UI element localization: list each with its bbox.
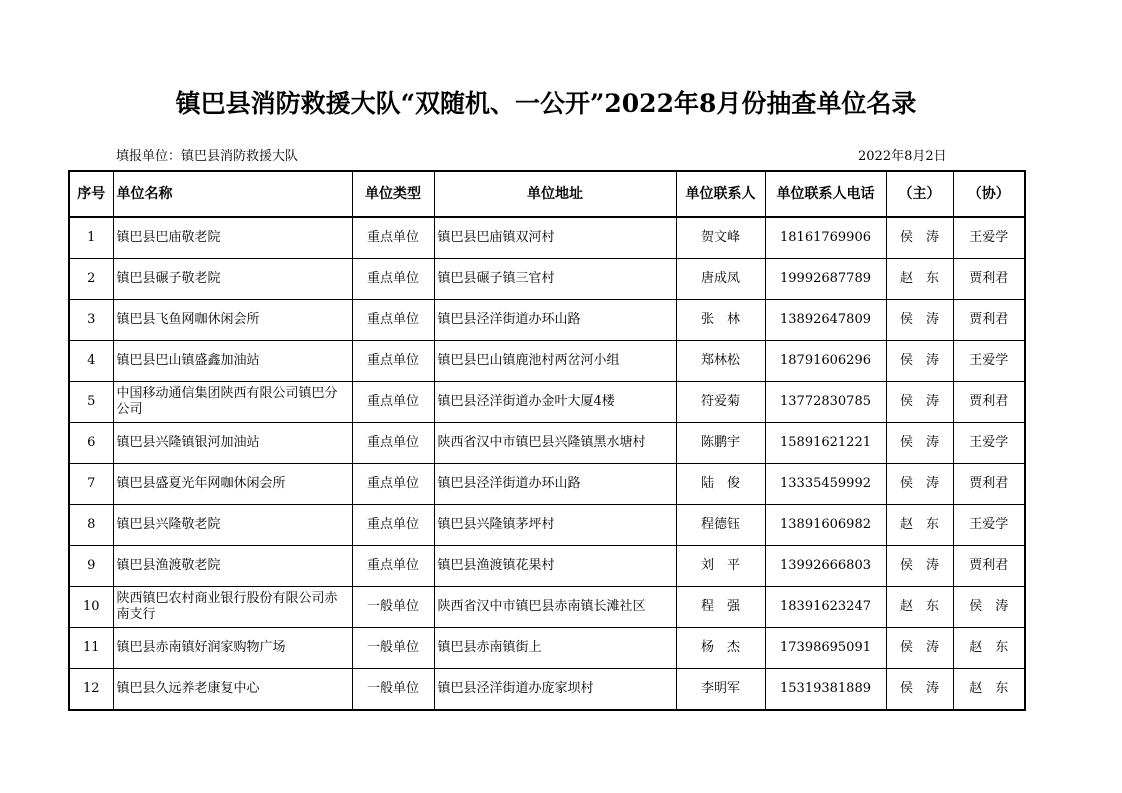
cell-assist: 王爱学 bbox=[953, 341, 1025, 382]
fill-unit-label: 填报单位：镇巴县消防救援大队 bbox=[116, 149, 299, 164]
col-header-main: （主） bbox=[886, 171, 953, 217]
cell-no: 10 bbox=[69, 587, 113, 628]
cell-address: 镇巴县泾洋街道办庞家坝村 bbox=[434, 669, 676, 711]
cell-assist: 贾利君 bbox=[953, 382, 1025, 423]
table-row bbox=[69, 300, 1025, 341]
cell-address: 镇巴县巴山镇鹿池村两岔河小组 bbox=[434, 341, 676, 382]
cell-contact: 唐成凤 bbox=[676, 259, 765, 300]
col-header-assist: （协） bbox=[953, 171, 1025, 217]
cell-contact: 符爱菊 bbox=[676, 382, 765, 423]
cell-no: 11 bbox=[69, 628, 113, 669]
cell-name: 镇巴县久远养老康复中心 bbox=[113, 669, 352, 711]
cell-name: 中国移动通信集团陕西有限公司镇巴分公司 bbox=[113, 382, 352, 423]
cell-main: 赵 东 bbox=[886, 259, 953, 300]
cell-address: 镇巴县兴隆镇茅坪村 bbox=[434, 505, 676, 546]
cell-address: 镇巴县泾洋街道办环山路 bbox=[434, 464, 676, 505]
cell-type: 重点单位 bbox=[352, 300, 434, 341]
col-header-phone: 单位联系人电话 bbox=[765, 171, 886, 217]
cell-main: 侯 涛 bbox=[886, 546, 953, 587]
cell-address: 陕西省汉中市镇巴县兴隆镇黑水塘村 bbox=[434, 423, 676, 464]
cell-address: 镇巴县巴庙镇双河村 bbox=[434, 217, 676, 259]
report-date: 2022年8月2日 bbox=[858, 149, 947, 164]
cell-assist: 侯 涛 bbox=[953, 587, 1025, 628]
cell-contact: 张 林 bbox=[676, 300, 765, 341]
cell-contact: 郑林松 bbox=[676, 341, 765, 382]
cell-assist: 赵 东 bbox=[953, 628, 1025, 669]
cell-contact: 陈鹏宇 bbox=[676, 423, 765, 464]
table-row bbox=[69, 587, 1025, 628]
cell-no: 8 bbox=[69, 505, 113, 546]
col-header-type: 单位类型 bbox=[352, 171, 434, 217]
cell-phone: 18391623247 bbox=[765, 587, 886, 628]
table-row bbox=[69, 382, 1025, 423]
table-row bbox=[69, 259, 1025, 300]
cell-phone: 13891606982 bbox=[765, 505, 886, 546]
cell-assist: 赵 东 bbox=[953, 669, 1025, 711]
cell-no: 5 bbox=[69, 382, 113, 423]
cell-no: 7 bbox=[69, 464, 113, 505]
header-row bbox=[69, 171, 1025, 217]
cell-no: 9 bbox=[69, 546, 113, 587]
cell-phone: 13772830785 bbox=[765, 382, 886, 423]
cell-phone: 15891621221 bbox=[765, 423, 886, 464]
cell-no: 2 bbox=[69, 259, 113, 300]
cell-contact: 李明军 bbox=[676, 669, 765, 711]
cell-no: 4 bbox=[69, 341, 113, 382]
cell-phone: 13992666803 bbox=[765, 546, 886, 587]
cell-contact: 贺文峰 bbox=[676, 217, 765, 259]
cell-assist: 王爱学 bbox=[953, 505, 1025, 546]
cell-name: 镇巴县巴山镇盛鑫加油站 bbox=[113, 341, 352, 382]
cell-address: 镇巴县碾子镇三官村 bbox=[434, 259, 676, 300]
cell-contact: 程德钰 bbox=[676, 505, 765, 546]
cell-contact: 杨 杰 bbox=[676, 628, 765, 669]
table-row bbox=[69, 423, 1025, 464]
table-body bbox=[69, 217, 1025, 710]
cell-address: 镇巴县赤南镇街上 bbox=[434, 628, 676, 669]
cell-main: 侯 涛 bbox=[886, 628, 953, 669]
cell-type: 重点单位 bbox=[352, 217, 434, 259]
cell-address: 陕西省汉中市镇巴县赤南镇长滩社区 bbox=[434, 587, 676, 628]
cell-no: 1 bbox=[69, 217, 113, 259]
cell-type: 重点单位 bbox=[352, 546, 434, 587]
cell-contact: 刘 平 bbox=[676, 546, 765, 587]
cell-main: 侯 涛 bbox=[886, 382, 953, 423]
cell-type: 一般单位 bbox=[352, 587, 434, 628]
inspection-roster-table bbox=[68, 170, 1026, 711]
cell-name: 镇巴县碾子敬老院 bbox=[113, 259, 352, 300]
table-row bbox=[69, 341, 1025, 382]
table-row bbox=[69, 628, 1025, 669]
cell-main: 侯 涛 bbox=[886, 464, 953, 505]
cell-main: 侯 涛 bbox=[886, 217, 953, 259]
cell-phone: 18791606296 bbox=[765, 341, 886, 382]
table-row bbox=[69, 217, 1025, 259]
cell-type: 一般单位 bbox=[352, 669, 434, 711]
col-header-no: 序号 bbox=[69, 171, 113, 217]
cell-name: 镇巴县盛夏光年网咖休闲会所 bbox=[113, 464, 352, 505]
col-header-name: 单位名称 bbox=[113, 171, 352, 217]
cell-assist: 贾利君 bbox=[953, 546, 1025, 587]
cell-phone: 17398695091 bbox=[765, 628, 886, 669]
cell-assist: 贾利君 bbox=[953, 300, 1025, 341]
cell-assist: 王爱学 bbox=[953, 217, 1025, 259]
col-header-address: 单位地址 bbox=[434, 171, 676, 217]
cell-type: 重点单位 bbox=[352, 341, 434, 382]
table-row bbox=[69, 505, 1025, 546]
cell-type: 重点单位 bbox=[352, 423, 434, 464]
cell-assist: 王爱学 bbox=[953, 423, 1025, 464]
cell-assist: 贾利君 bbox=[953, 464, 1025, 505]
cell-address: 镇巴县渔渡镇花果村 bbox=[434, 546, 676, 587]
cell-main: 侯 涛 bbox=[886, 423, 953, 464]
cell-name: 镇巴县赤南镇好润家购物广场 bbox=[113, 628, 352, 669]
cell-name: 陕西镇巴农村商业银行股份有限公司赤南支行 bbox=[113, 587, 352, 628]
cell-name: 镇巴县兴隆镇银河加油站 bbox=[113, 423, 352, 464]
cell-assist: 贾利君 bbox=[953, 259, 1025, 300]
cell-contact: 陆 俊 bbox=[676, 464, 765, 505]
cell-name: 镇巴县巴庙敬老院 bbox=[113, 217, 352, 259]
cell-type: 重点单位 bbox=[352, 505, 434, 546]
cell-address: 镇巴县泾洋街道办金叶大厦4楼 bbox=[434, 382, 676, 423]
cell-no: 3 bbox=[69, 300, 113, 341]
cell-phone: 13335459992 bbox=[765, 464, 886, 505]
cell-main: 侯 涛 bbox=[886, 300, 953, 341]
cell-type: 重点单位 bbox=[352, 382, 434, 423]
cell-contact: 程 强 bbox=[676, 587, 765, 628]
table-row bbox=[69, 464, 1025, 505]
cell-type: 重点单位 bbox=[352, 464, 434, 505]
cell-main: 侯 涛 bbox=[886, 341, 953, 382]
cell-name: 镇巴县兴隆敬老院 bbox=[113, 505, 352, 546]
cell-main: 赵 东 bbox=[886, 587, 953, 628]
cell-address: 镇巴县泾洋街道办环山路 bbox=[434, 300, 676, 341]
cell-phone: 18161769906 bbox=[765, 217, 886, 259]
cell-phone: 13892647809 bbox=[765, 300, 886, 341]
cell-name: 镇巴县飞鱼网咖休闲会所 bbox=[113, 300, 352, 341]
cell-main: 赵 东 bbox=[886, 505, 953, 546]
table-row bbox=[69, 669, 1025, 711]
table-row bbox=[69, 546, 1025, 587]
cell-no: 6 bbox=[69, 423, 113, 464]
cell-type: 重点单位 bbox=[352, 259, 434, 300]
col-header-contact: 单位联系人 bbox=[676, 171, 765, 217]
cell-phone: 15319381889 bbox=[765, 669, 886, 711]
cell-phone: 19992687789 bbox=[765, 259, 886, 300]
cell-main: 侯 涛 bbox=[886, 669, 953, 711]
cell-name: 镇巴县渔渡敬老院 bbox=[113, 546, 352, 587]
cell-no: 12 bbox=[69, 669, 113, 711]
cell-type: 一般单位 bbox=[352, 628, 434, 669]
page-title: 镇巴县消防救援大队“双随机、一公开”2022年8月份抽查单位名录 bbox=[175, 89, 917, 118]
